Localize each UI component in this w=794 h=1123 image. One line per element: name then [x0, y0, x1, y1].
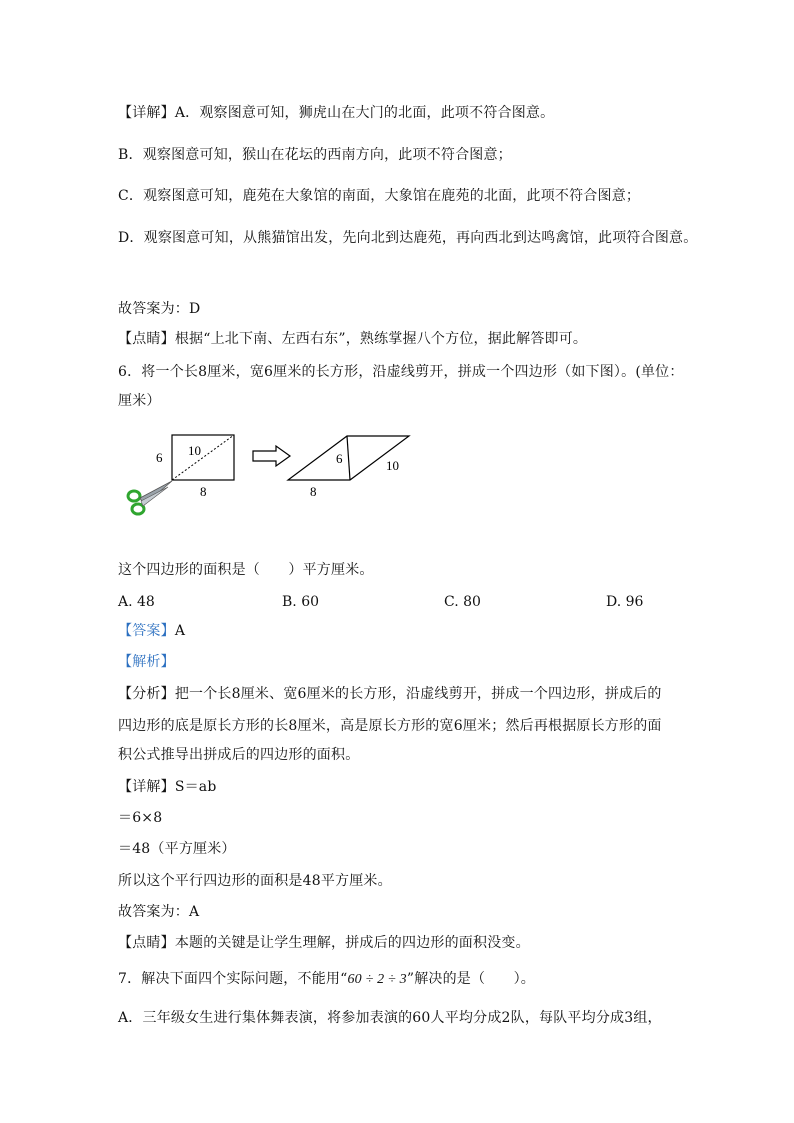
- scissors-icon: [128, 481, 172, 514]
- detail-b: B．观察图意可知，猴山在花坛的西南方向，此项不符合图意；: [118, 147, 512, 163]
- xiangjie-6-line1: [118, 777, 217, 797]
- label-para-bottom: 8: [310, 484, 317, 499]
- tip-6-text: 本题的关键是让学生理解，拼成后的四边形的面积没变。: [174, 935, 530, 951]
- fenxi-line1: [118, 684, 662, 704]
- answer-5: 故答案为：D: [118, 301, 201, 317]
- tip-5-text: 根据“上北下南、左西右东”，熟练掌握八个方位，据此解答即可。: [174, 331, 588, 347]
- option-d: D. 96: [606, 594, 644, 610]
- detail-c: C．观察图意可知，鹿苑在大象馆的南面，大象馆在鹿苑的北面，此项不符合图意；: [118, 188, 641, 204]
- tag-answer: 【答案】: [118, 623, 175, 639]
- figure-dashed-diagonal: [172, 435, 234, 480]
- fenxi-text1: 把一个长8厘米、宽6厘米的长方形，沿虚线剪开，拼成一个四边形，拼成后的: [174, 686, 662, 702]
- answer-6: [118, 621, 185, 641]
- question-6-line1: 6．将一个长8厘米，宽6厘米的长方形，沿虚线剪开，拼成一个四边形（如下图）。(单位：: [118, 364, 684, 380]
- tag-detail: 【详解】: [118, 105, 175, 121]
- tag-tip: 【点睛】: [118, 331, 175, 347]
- label-rect-diag: 10: [188, 443, 201, 458]
- fenxi-line2: 四边形的底是原长方形的长8厘米，高是原长方形的宽6厘米；然后再根据原长方形的面: [118, 718, 662, 734]
- tag-fenxi: 【分析】: [118, 686, 175, 702]
- label-para-height: 6: [336, 451, 343, 466]
- tag-analysis: 【解析】: [118, 654, 175, 670]
- formula: S＝ab: [174, 779, 217, 795]
- fenxi-line3: 积公式推导出拼成后的四边形的面积。: [118, 747, 360, 763]
- detail-d: D．观察图意可知，从熊猫馆出发，先向北到达鹿苑，再向西北到达鸣禽馆，此项符合图意。: [118, 230, 698, 246]
- tip-5: [118, 329, 587, 349]
- tag-detail-6: 【详解】: [118, 779, 175, 795]
- detail-a: [118, 103, 554, 123]
- figure-parallelogram-height: [347, 436, 350, 480]
- answer-6-final: 故答案为：A: [118, 904, 200, 920]
- tip-6: [118, 933, 530, 953]
- question-7: [118, 969, 535, 990]
- q7-prefix: 7．解决下面四个实际问题，不能用“: [118, 971, 348, 987]
- option-b: B. 60: [282, 594, 320, 610]
- question-6-text: 这个四边形的面积是（ ）平方厘米。: [118, 562, 374, 578]
- xiangjie-6-line3: ＝48（平方厘米）: [118, 841, 236, 857]
- detail-a-text: A．观察图意可知，狮虎山在大门的北面，此项不符合图意。: [174, 105, 555, 121]
- right-arrow-icon: [253, 446, 290, 466]
- label-rect-side: 6: [156, 450, 163, 465]
- label-rect-bottom: 8: [200, 484, 207, 499]
- figure-q6: [118, 425, 418, 520]
- label-para-side: 10: [386, 458, 399, 473]
- answer-6-value: A: [174, 623, 186, 639]
- q7-expression: 60 ÷ 2 ÷ 3: [347, 972, 407, 987]
- conclusion-6: 所以这个平行四边形的面积是48平方厘米。: [118, 873, 392, 889]
- question-6-line2: 厘米）: [118, 393, 161, 409]
- option-c: C. 80: [444, 594, 481, 610]
- xiangjie-6-line2: ＝6×8: [118, 810, 163, 826]
- tag-tip-6: 【点睛】: [118, 935, 175, 951]
- option-a: A. 48: [118, 594, 155, 610]
- question-7-option-a: A．三年级女生进行集体舞表演，将参加表演的60人平均分成2队，每队平均分成3组，: [118, 1010, 662, 1026]
- q7-suffix: ”解决的是（ ）。: [406, 971, 536, 987]
